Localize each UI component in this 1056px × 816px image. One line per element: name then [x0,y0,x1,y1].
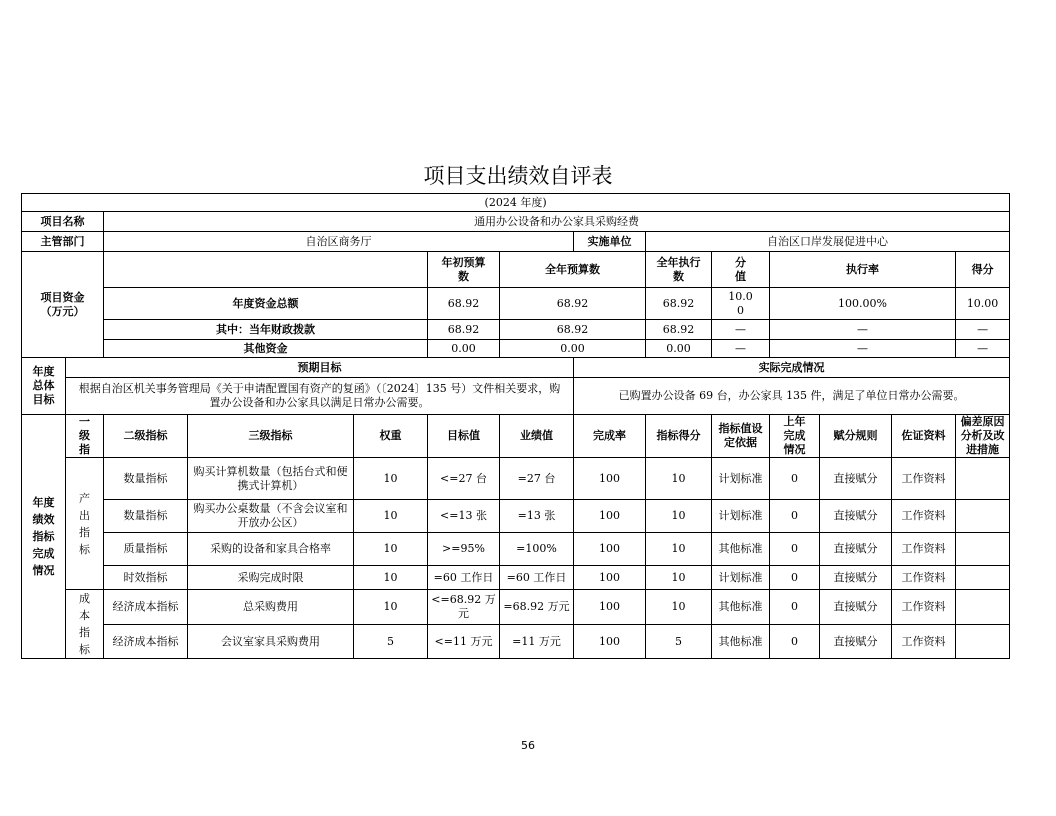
funds-cell-score-value: 10.0 0 [712,288,770,320]
ind-l2: 经济成本指标 [104,625,188,659]
funds-cell: 100.00% [770,288,956,320]
ind-rate: 100 [574,500,646,533]
funds-cell: — [956,320,1010,340]
goals-label: 年度 总体 目标 [22,358,66,415]
ind-score: 10 [646,500,712,533]
ind-lastyear: 0 [770,590,820,625]
ind-weight: 10 [354,533,428,566]
ind-evidence: 工作资料 [892,533,956,566]
ind-weight: 10 [354,500,428,533]
ind-deviation [956,458,1010,500]
ind-rule: 直接赋分 [820,590,892,625]
ind-actual: =11 万元 [500,625,574,659]
ind-weight: 10 [354,590,428,625]
ind-evidence: 工作资料 [892,458,956,500]
funds-header-blank [104,252,428,288]
ind-deviation [956,566,1010,590]
ind-header-basis: 指标值设 定依据 [712,415,770,458]
ind-header-deviation: 偏差原因 分析及改 进措施 [956,415,1010,458]
ind-lastyear: 0 [770,458,820,500]
funds-cell: 68.92 [500,288,646,320]
ind-header-actual: 业绩值 [500,415,574,458]
indicator-group: 成 本 指 标 [66,590,104,659]
funds-header-score-value: 分 值 [712,252,770,288]
funds-header-score: 得分 [956,252,1010,288]
funds-cell: 0.00 [500,340,646,358]
ind-basis: 计划标准 [712,566,770,590]
ind-score: 5 [646,625,712,659]
ind-rule: 直接赋分 [820,500,892,533]
funds-cell: 68.92 [646,320,712,340]
ind-evidence: 工作资料 [892,625,956,659]
dept-label: 主管部门 [22,232,104,252]
funds-label: 项目资金 （万元） [22,252,104,358]
ind-header-rate: 完成率 [574,415,646,458]
funds-row-label: 其他资金 [104,340,428,358]
ind-rule: 直接赋分 [820,458,892,500]
funds-cell: — [956,340,1010,358]
ind-header-score: 指标得分 [646,415,712,458]
funds-cell: 0.00 [428,340,500,358]
ind-weight: 10 [354,458,428,500]
ind-lastyear: 0 [770,500,820,533]
ind-l2: 数量指标 [104,458,188,500]
funds-cell: 0.00 [646,340,712,358]
funds-header-annual: 全年预算数 [500,252,646,288]
actual-result-text: 已购置办公设备 69 台，办公家具 135 件，满足了单位日常办公需要。 [574,378,1010,415]
ind-header-target: 目标值 [428,415,500,458]
funds-cell: 68.92 [646,288,712,320]
ind-actual: =100% [500,533,574,566]
dept-value: 自治区商务厅 [104,232,574,252]
funds-header-initial: 年初预算 数 [428,252,500,288]
ind-rate: 100 [574,625,646,659]
ind-actual: =27 台 [500,458,574,500]
ind-score: 10 [646,590,712,625]
expected-goal-text: 根据自治区机关事务管理局《关于申请配置国有资产的复函》（〔2024〕135 号）文件相关要求，购置办公设备和办公家具以满足日常办公需要。 [66,378,574,415]
ind-header-evidence: 佐证资料 [892,415,956,458]
ind-rate: 100 [574,566,646,590]
ind-l3: 采购的设备和家具合格率 [188,533,354,566]
ind-l3: 会议室家具采购费用 [188,625,354,659]
actual-result-header: 实际完成情况 [574,358,1010,378]
ind-header-lastyear: 上年 完成 情况 [770,415,820,458]
ind-actual: =13 张 [500,500,574,533]
ind-rate: 100 [574,533,646,566]
ind-rule: 直接赋分 [820,566,892,590]
funds-cell: — [770,340,956,358]
indicator-group: 产 出 指 标 [66,458,104,590]
ind-basis: 其他标准 [712,533,770,566]
funds-cell: 68.92 [500,320,646,340]
project-name-label: 项目名称 [22,212,104,232]
funds-cell: — [770,320,956,340]
expected-goal-header: 预期目标 [66,358,574,378]
funds-row-label: 其中：当年财政拨款 [104,320,428,340]
ind-l2: 经济成本指标 [104,590,188,625]
ind-deviation [956,533,1010,566]
ind-score: 10 [646,458,712,500]
ind-actual: =60 工作日 [500,566,574,590]
ind-deviation [956,625,1010,659]
ind-basis: 其他标准 [712,625,770,659]
page-number: 56 [521,739,535,752]
funds-cell: — [712,340,770,358]
ind-deviation [956,590,1010,625]
ind-header-rule: 赋分规则 [820,415,892,458]
funds-cell: 68.92 [428,288,500,320]
year-label: (2024 年度) [22,194,1010,212]
ind-l2: 质量指标 [104,533,188,566]
ind-target: <=13 张 [428,500,500,533]
page-title: 项目支出绩效自评表 [423,164,613,188]
funds-header-rate: 执行率 [770,252,956,288]
ind-lastyear: 0 [770,566,820,590]
ind-evidence: 工作资料 [892,500,956,533]
impl-unit-value: 自治区口岸发展促进中心 [646,232,1010,252]
funds-header-exec: 全年执行 数 [646,252,712,288]
ind-header-l3: 三级指标 [188,415,354,458]
funds-cell: 68.92 [428,320,500,340]
ind-header-weight: 权重 [354,415,428,458]
project-name-value: 通用办公设备和办公家具采购经费 [104,212,1010,232]
ind-target: >=95% [428,533,500,566]
ind-rule: 直接赋分 [820,625,892,659]
ind-lastyear: 0 [770,625,820,659]
impl-unit-label: 实施单位 [574,232,646,252]
ind-l3: 购买计算机数量（包括台式和便携式计算机） [188,458,354,500]
indicators-label: 年度 绩效 指标 完成 情况 [22,415,66,659]
ind-l3: 总采购费用 [188,590,354,625]
ind-l2: 时效指标 [104,566,188,590]
ind-l3: 采购完成时限 [188,566,354,590]
ind-basis: 计划标准 [712,500,770,533]
ind-basis: 计划标准 [712,458,770,500]
ind-l2: 数量指标 [104,500,188,533]
ind-l3: 购买办公桌数量（不含会议室和开放办公区） [188,500,354,533]
ind-rule: 直接赋分 [820,533,892,566]
ind-actual: =68.92 万元 [500,590,574,625]
ind-evidence: 工作资料 [892,590,956,625]
ind-rate: 100 [574,458,646,500]
performance-table [21,193,1010,659]
ind-target: =60 工作日 [428,566,500,590]
ind-header-l2: 二级指标 [104,415,188,458]
funds-cell: — [712,320,770,340]
ind-score: 10 [646,566,712,590]
ind-lastyear: 0 [770,533,820,566]
ind-rate: 100 [574,590,646,625]
ind-score: 10 [646,533,712,566]
ind-target: <=11 万元 [428,625,500,659]
ind-header-l1: 一 级 指 [66,415,104,458]
ind-basis: 其他标准 [712,590,770,625]
funds-row-label: 年度资金总额 [104,288,428,320]
ind-evidence: 工作资料 [892,566,956,590]
ind-target: <=68.92 万元 [428,590,500,625]
ind-weight: 5 [354,625,428,659]
ind-target: <=27 台 [428,458,500,500]
ind-weight: 10 [354,566,428,590]
ind-deviation [956,500,1010,533]
funds-cell: 10.00 [956,288,1010,320]
